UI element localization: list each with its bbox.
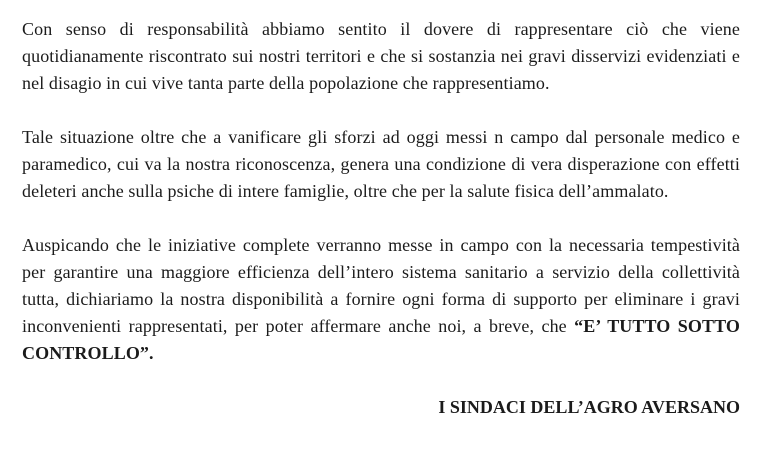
- paragraph-hope-bold-quote: “E’ TUTTO SOTTO CONTROLLO”.: [22, 316, 740, 363]
- paragraph-hope-regular-text: Auspicando che le iniziative complete verranno messe in campo con la necessaria tempestività per garantire una maggiore efficienza dell’intero sistema sanitario a servizio della collettività tutta, dichiariamo la nostra disponibilità a fornire ogni forma di supporto per eliminare i gravi inconvenienti rappresentati, per poter affermare anche noi, a breve, che: [22, 235, 740, 336]
- paragraph-responsibility: Con senso di responsabilità abbiamo sentito il dovere di rappresentare ciò che viene quotidianamente riscontrato sui nostri territori e che si sostanzia nei gravi disservizi evidenziati e nel disagio in cui vive tanta parte della popolazione che rappresentiamo.: [22, 19, 740, 93]
- paragraph-hope: [22, 232, 740, 367]
- paragraph-situation: Tale situazione oltre che a vanificare gli sforzi ad oggi messi n campo dal personale medico e paramedico, cui va la nostra riconoscenza, genera una condizione di vera disperazione con effetti deleteri anche sulla psiche di intere famiglie, oltre che per la salute fisica dell’ammalato.: [22, 127, 740, 201]
- signature-line: I SINDACI DELL’AGRO AVERSANO: [438, 397, 740, 417]
